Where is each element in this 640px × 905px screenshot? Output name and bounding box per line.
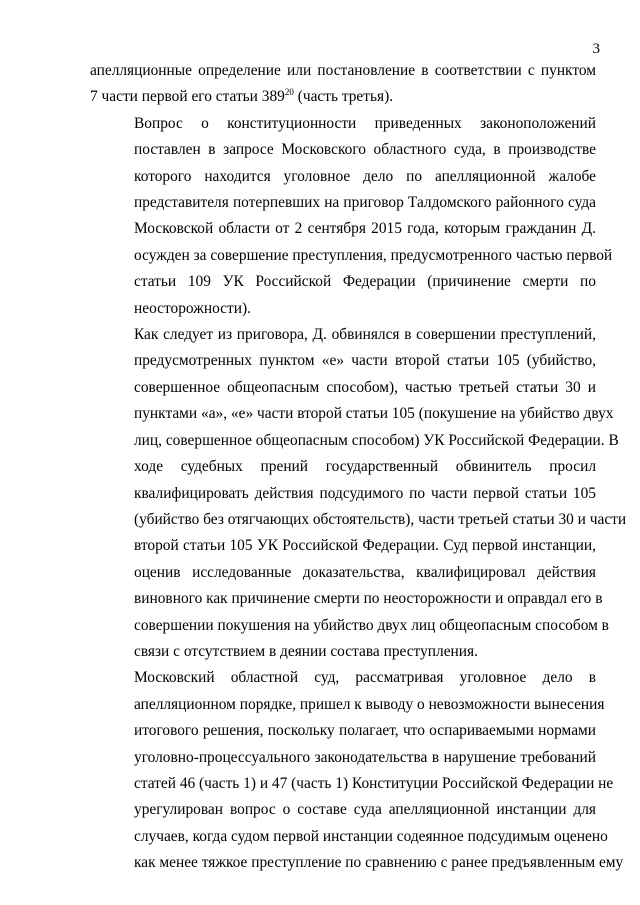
paragraph bbox=[90, 58, 596, 111]
text-line: Вопрос о конституционности приведенных законоположений bbox=[134, 114, 596, 132]
text-line: осужден за совершение преступления, предусмотренного частью первой bbox=[134, 246, 613, 264]
text-line: поставлен в запросе Московского областного суда, в производстве bbox=[134, 141, 596, 159]
text-line: ходе судебных прений государственный обвинитель просил bbox=[134, 458, 596, 476]
text-line: статей 46 (часть 1) и 47 (часть 1) Конституции Российской Федерации не bbox=[134, 774, 614, 792]
text-line: итогового решения, поскольку полагает, что оспариваемыми нормами bbox=[134, 722, 596, 740]
text-line: апелляционном порядке, пришел к выводу о невозможности вынесения bbox=[134, 695, 605, 713]
paragraph bbox=[90, 111, 613, 322]
superscript: 20 bbox=[284, 87, 294, 98]
text-line: предусмотренных пунктом «е» части второй статьи 105 (убийство, bbox=[134, 352, 596, 370]
text-line: уголовно-процессуального законодательства в нарушение требований bbox=[134, 748, 596, 766]
text-line: Московский областной суд, рассматривая уголовное дело в bbox=[134, 669, 596, 687]
text-line: совершении покушения на убийство двух лиц общеопасным способом в bbox=[134, 616, 609, 634]
text-line: апелляционные определение или постановление в соответствии с пунктом bbox=[90, 62, 596, 79]
text-line: совершенное общеопасным способом), частью третьей статьи 30 и bbox=[134, 378, 596, 396]
text-line: пунктами «а», «е» части второй статьи 105 (покушение на убийство двух bbox=[134, 405, 614, 423]
paragraph bbox=[90, 665, 624, 876]
text-line: оценив исследованные доказательства, квалифицировал действия bbox=[134, 563, 596, 581]
text-segment: (часть третья). bbox=[293, 88, 394, 106]
text-line: неосторожности). bbox=[134, 299, 251, 317]
page-number: 3 bbox=[592, 41, 600, 57]
document-body bbox=[90, 58, 627, 877]
text-line: квалифицировать действия подсудимого по части первой статьи 105 bbox=[134, 484, 596, 502]
text-line: связи с отсутствием в деянии состава преступления. bbox=[134, 642, 478, 660]
text-line bbox=[90, 84, 596, 110]
text-line: виновного как причинение смерти по неосторожности и оправдал его в bbox=[134, 590, 603, 608]
text-segment: 7 части первой его статьи 389 bbox=[90, 88, 285, 106]
text-line: как менее тяжкое преступление по сравнению с ранее предъявленным ему bbox=[134, 854, 624, 872]
text-line: лиц, совершенное общеопасным способом) УК Российской Федерации. В bbox=[134, 431, 619, 449]
text-line: Московской области от 2 сентября 2015 года, которым гражданин Д. bbox=[134, 220, 596, 238]
text-line: (убийство без отягчающих обстоятельств), части третьей статьи 30 и части bbox=[134, 510, 627, 528]
text-line: второй статьи 105 УК Российской Федерации. Суд первой инстанции, bbox=[134, 537, 596, 555]
text-line: Как следует из приговора, Д. обвинялся в совершении преступлений, bbox=[134, 326, 596, 344]
text-line: урегулирован вопрос о составе суда апелляционной инстанции для bbox=[134, 801, 596, 819]
text-line: статьи 109 УК Российской Федерации (причинение смерти по bbox=[134, 273, 596, 291]
paragraph bbox=[90, 322, 627, 665]
text-line: представителя потерпевших на приговор Талдомского районного суда bbox=[134, 194, 596, 212]
text-line: которого находится уголовное дело по апелляционной жалобе bbox=[134, 167, 596, 185]
text-line: случаев, когда судом первой инстанции содеянное подсудимым оценено bbox=[134, 827, 608, 845]
